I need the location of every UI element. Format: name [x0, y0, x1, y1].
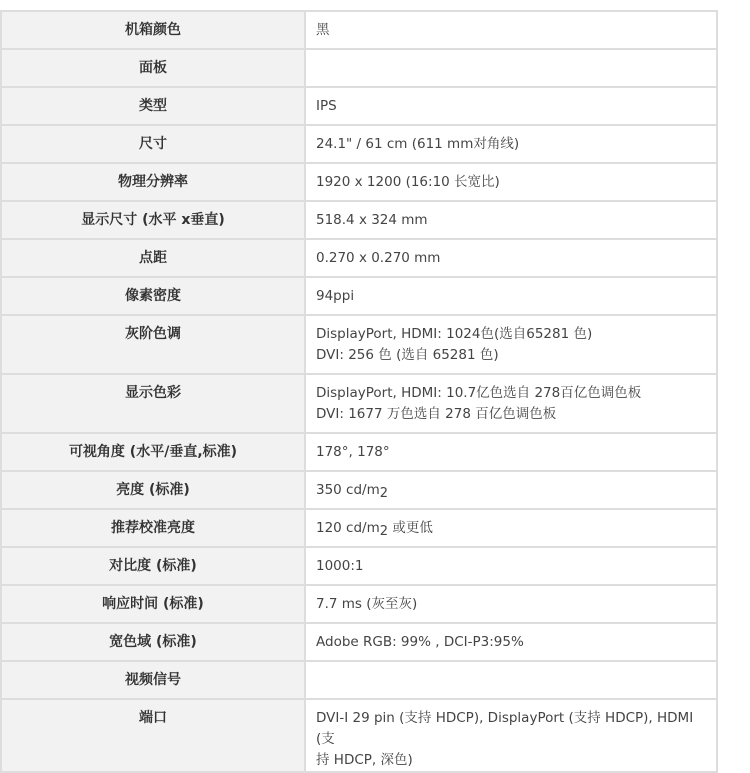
spec-value: DisplayPort, HDMI: 10.7亿色选自 278百亿色调色板 DVI: 1677 万色选自 278 百亿色调色板 [306, 375, 716, 432]
spec-value: IPS [306, 88, 716, 124]
spec-row-response-time [2, 586, 716, 622]
spec-table [0, 10, 718, 773]
spec-value: Adobe RGB: 99% , DCI-P3:95% [306, 624, 716, 660]
spec-value: 7.7 ms (灰至灰) [306, 586, 716, 622]
spec-row-case-color [2, 12, 716, 48]
spec-value: 0.270 x 0.270 mm [306, 240, 716, 276]
spec-row-ports [2, 700, 716, 771]
spec-value: 178°, 178° [306, 434, 716, 470]
spec-label: 类型 [2, 88, 304, 124]
spec-row-brightness [2, 472, 716, 508]
spec-value [306, 662, 716, 698]
spec-row-grayscale [2, 316, 716, 373]
spec-label: 响应时间 (标准) [2, 586, 304, 622]
spec-label: 机箱颜色 [2, 12, 304, 48]
spec-row-viewing-angle [2, 434, 716, 470]
spec-label: 显示色彩 [2, 375, 304, 432]
spec-value: 120 cd/m2 或更低 [306, 510, 716, 546]
spec-row-resolution [2, 164, 716, 200]
spec-label: 推荐校准亮度 [2, 510, 304, 546]
spec-label: 尺寸 [2, 126, 304, 162]
spec-label: 灰阶色调 [2, 316, 304, 373]
spec-value: 350 cd/m2 [306, 472, 716, 508]
spec-value [306, 50, 716, 86]
spec-label: 面板 [2, 50, 304, 86]
spec-value: 518.4 x 324 mm [306, 202, 716, 238]
spec-row-display-colors [2, 375, 716, 432]
spec-row-size [2, 126, 716, 162]
spec-value: 94ppi [306, 278, 716, 314]
spec-label: 像素密度 [2, 278, 304, 314]
spec-label: 宽色域 (标准) [2, 624, 304, 660]
spec-value: 1000:1 [306, 548, 716, 584]
spec-row-pixel-pitch [2, 240, 716, 276]
spec-row-type [2, 88, 716, 124]
spec-row-display-size [2, 202, 716, 238]
spec-label: 亮度 (标准) [2, 472, 304, 508]
spec-label: 视频信号 [2, 662, 304, 698]
spec-label: 显示尺寸 (水平 x垂直) [2, 202, 304, 238]
spec-row-color-gamut [2, 624, 716, 660]
spec-value: 1920 x 1200 (16:10 长宽比) [306, 164, 716, 200]
spec-row-video-signal-header [2, 662, 716, 698]
spec-label: 端口 [2, 700, 304, 771]
spec-value: 黑 [306, 12, 716, 48]
spec-value: 24.1" / 61 cm (611 mm对角线) [306, 126, 716, 162]
spec-value: DVI-I 29 pin (支持 HDCP), DisplayPort (支持 HDCP), HDMI (支 持 HDCP, 深色) [306, 700, 716, 771]
spec-label: 可视角度 (水平/垂直,标准) [2, 434, 304, 470]
spec-value: DisplayPort, HDMI: 1024色(选自65281 色) DVI: 256 色 (选自 65281 色) [306, 316, 716, 373]
spec-row-calibration-brightness [2, 510, 716, 546]
spec-label: 物理分辨率 [2, 164, 304, 200]
spec-row-pixel-density [2, 278, 716, 314]
spec-label: 对比度 (标准) [2, 548, 304, 584]
spec-label: 点距 [2, 240, 304, 276]
spec-row-contrast [2, 548, 716, 584]
spec-row-panel-header [2, 50, 716, 86]
